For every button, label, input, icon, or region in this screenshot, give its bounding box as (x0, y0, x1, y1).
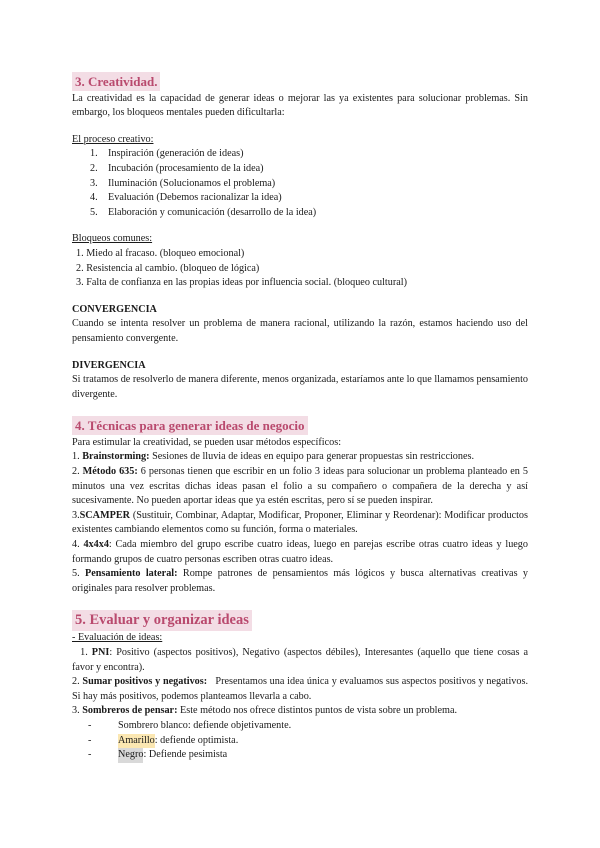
subsection-title: - Evaluación de ideas: (72, 632, 163, 644)
section-4 (72, 414, 528, 596)
section-3 (72, 70, 528, 402)
divergence-title: DIVERGENCIA (72, 359, 146, 371)
blocks-list (72, 247, 528, 291)
list-item: 3. Sombreros de pensar: Este método nos ofrece distintos puntos de vista sobre un problema. (72, 705, 458, 717)
process-title: El proceso creativo: (72, 133, 154, 145)
list-item: 5. Pensamiento lateral: Rompe patrones de pensamientos más lógicos y busca alternativas creativas y originales para resolver problemas. (72, 568, 528, 594)
list-item: 1. PNI: Positivo (aspectos positivos), Negativo (aspectos débiles), Interesantes (aquello que tiene cosas a favor y encontra). (72, 647, 528, 673)
list-item: 2. Sumar positivos y negativos: Presentamos una idea única y evaluamos sus aspectos positivos y negativos. Si hay más positivos, podemos planteamos llevarla a cabo. (72, 676, 531, 702)
intro-paragraph: Para estimular la creatividad, se pueden usar métodos específicos: (72, 436, 342, 448)
blocks-title: Bloqueos comunes: (72, 233, 153, 245)
section-heading: 4. Técnicas para generar ideas de negocio (72, 416, 308, 435)
list-item: - Sombrero blanco : defiende objetivamente. (88, 719, 292, 731)
list-item: 3. Falta de confianza en las propias ideas por influencia social. (bloqueo cultural) (76, 277, 407, 289)
list-item: 3.SCAMPER (Sustituir, Combinar, Adaptar, Modificar, Proponer, Eliminar y Reordenar): Modificar productos existentes cambiando elementos como su función, forma o materiales. (72, 509, 528, 536)
list-item: 3. Iluminación (Solucionamos el problema) (90, 177, 276, 189)
process-list (72, 147, 528, 220)
list-item: - Amarillo : defiende optimista. (72, 734, 528, 749)
list-item: - Negro : Defiende pesimista (72, 748, 528, 763)
document-page (72, 70, 531, 763)
hats-list (72, 719, 528, 763)
list-item: 4. Evaluación (Debemos racionalizar la idea) (90, 192, 282, 204)
list-item: 1. Brainstorming: Sesiones de lluvia de ideas en equipo para generar propuestas sin restricciones. (72, 451, 475, 463)
list-item: 5. Elaboración y comunicación (desarrollo de la idea) (90, 206, 317, 218)
list-item: 2. Resistencia al cambio. (bloqueo de lógica) (76, 262, 260, 274)
section-5 (72, 608, 531, 762)
convergence-text: Cuando se intenta resolver un problema de manera racional, utilizando la razón, estamos haciendo uso del pensamiento convergente. (72, 318, 528, 344)
section-heading: 5. Evaluar y organizar ideas (72, 610, 252, 631)
list-item: 2. Incubación (procesamiento de la idea) (90, 162, 264, 174)
intro-paragraph: La creatividad es la capacidad de generar ideas o mejorar las ya existentes para solucionar problemas. Sin embargo, los bloqueos mentales pueden dificultarla: (72, 92, 528, 119)
list-item: 2. Método 635: 6 personas tienen que escribir en un folio 3 ideas para solucionar un problema planteado en 5 minutos una vez escritas dichas ideas pasan el folio a su compañero o compañera de la derecha y así sucesivamente. No pueden aportar ideas que ya estén escritas, pero sí se pueden inspirar. (72, 466, 528, 507)
convergence-title: CONVERGENCIA (72, 303, 157, 315)
list-item: 1. Inspiración (generación de ideas) (90, 148, 244, 160)
divergence-text: Si tratamos de resolverlo de manera diferente, menos organizada, estaríamos ante lo que llamamos pensamiento divergente. (72, 374, 528, 400)
list-item: 4. 4x4x4: Cada miembro del grupo escribe cuatro ideas, luego en parejas escribe otras cuatro ideas y luego formando grupos de cuatro personas escriben otras cuatro ideas. (72, 539, 528, 565)
section-heading: 3. Creatividad. (72, 72, 160, 91)
list-item: 1. Miedo al fracaso. (bloqueo emocional) (76, 247, 245, 259)
